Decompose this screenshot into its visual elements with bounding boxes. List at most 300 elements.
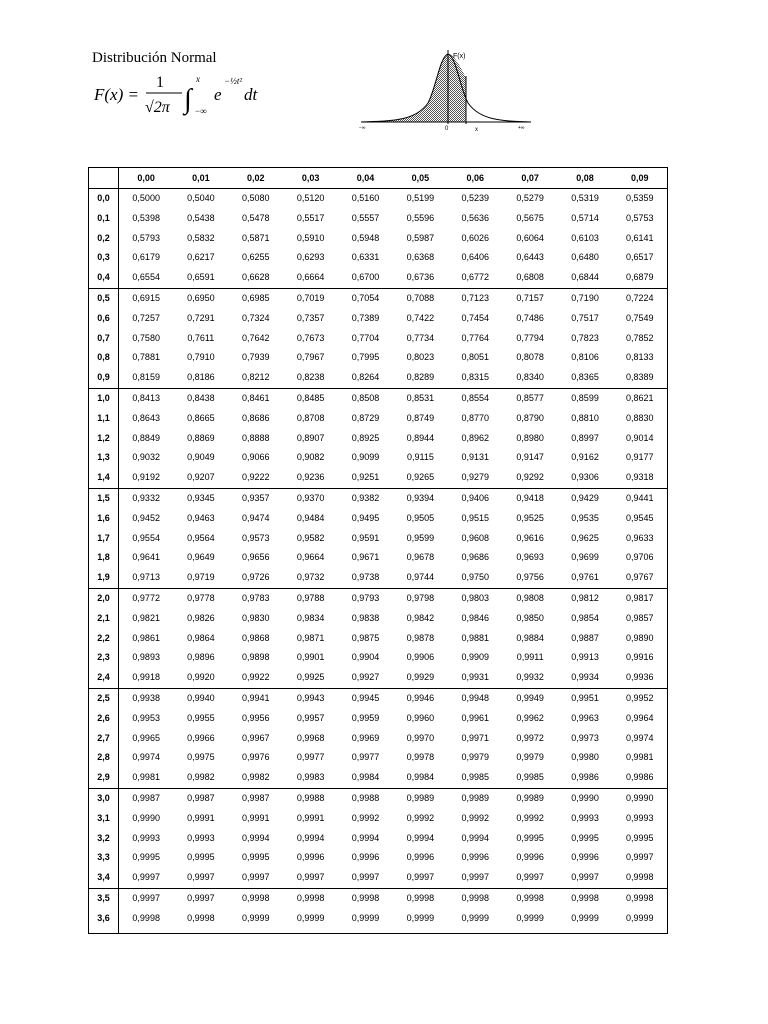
integral-sign-icon: ∫ <box>184 84 192 115</box>
table-cell: 0,6950 <box>173 288 228 308</box>
table-cell: 0,9345 <box>173 488 228 508</box>
table-row <box>89 429 668 449</box>
table-cell: 0,5753 <box>625 212 654 223</box>
formula-denominator: √2π <box>145 99 170 116</box>
table-cell: 0,9441 <box>613 488 668 508</box>
table-cell: 0,9997 <box>516 872 544 883</box>
table-cell: 0,8238 <box>296 372 325 383</box>
table-row <box>89 288 668 308</box>
row-header: 0,1 <box>89 209 119 229</box>
table-cell: 0,5557 <box>351 212 380 223</box>
table-cell: 0,9989 <box>393 788 448 808</box>
table-cell: 0,9649 <box>187 552 215 563</box>
row-header: 1,1 <box>89 409 119 429</box>
table-cell: 0,9996 <box>406 852 435 863</box>
table-cell: 0,9929 <box>406 672 435 683</box>
table-cell: 0,9979 <box>516 752 544 763</box>
table-cell: 0,8186 <box>187 372 215 383</box>
table-cell: 0,9292 <box>516 472 544 483</box>
table-cell: 0,9893 <box>132 652 160 663</box>
table-cell: 0,9265 <box>406 472 435 483</box>
table-cell: 0,9474 <box>241 512 270 523</box>
row-header: 1,0 <box>89 388 119 408</box>
table-cell: 0,9664 <box>296 552 325 563</box>
table-cell: 0,9988 <box>283 788 338 808</box>
table-cell: 0,9998 <box>503 888 558 908</box>
table-row <box>89 729 668 749</box>
table-cell: 0,8264 <box>351 372 380 383</box>
table-cell: 0,9115 <box>406 452 434 463</box>
table-cell: 0,9515 <box>461 512 490 523</box>
table-cell: 0,6293 <box>296 252 325 263</box>
table-cell: 0,5398 <box>132 212 160 223</box>
table-cell: 0,6331 <box>351 252 380 263</box>
table-cell: 0,8413 <box>119 388 174 408</box>
table-cell: 0,9988 <box>338 788 393 808</box>
table-cell: 0,8106 <box>571 352 599 363</box>
table-cell: 0,6443 <box>516 252 544 263</box>
table-cell: 0,9974 <box>132 752 160 763</box>
table-cell: 0,5636 <box>461 212 490 223</box>
table-cell: 0,9999 <box>351 912 380 923</box>
table-cell: 0,9812 <box>558 588 613 608</box>
table-cell: 0,9830 <box>241 612 270 623</box>
table-cell: 0,9994 <box>351 832 380 843</box>
table-cell: 0,9881 <box>461 632 490 643</box>
table-cell: 0,8708 <box>296 412 325 423</box>
table-cell: 0,7549 <box>625 312 654 323</box>
table-cell: 0,7910 <box>187 352 215 363</box>
table-row <box>89 668 668 688</box>
table-row <box>89 788 668 808</box>
table-cell: 0,9732 <box>296 572 325 583</box>
table-row <box>89 448 668 468</box>
table-cell: 0,7642 <box>241 332 270 343</box>
column-header-row <box>89 168 668 189</box>
column-header: 0,03 <box>283 168 338 189</box>
table-cell: 0,9821 <box>132 612 160 623</box>
table-cell: 0,9995 <box>132 852 160 863</box>
table-cell: 0,7190 <box>558 288 613 308</box>
table-cell: 0,9985 <box>516 772 544 783</box>
table-cell: 0,9999 <box>296 912 325 923</box>
table-cell: 0,9998 <box>187 912 215 923</box>
table-cell: 0,9998 <box>228 888 283 908</box>
column-header: 0,04 <box>338 168 393 189</box>
table-cell: 0,8289 <box>406 372 435 383</box>
table-cell: 0,9997 <box>132 872 160 883</box>
row-header: 0,7 <box>89 329 119 349</box>
table-cell: 0,9993 <box>132 832 160 843</box>
table-cell: 0,7019 <box>283 288 338 308</box>
table-cell: 0,7939 <box>241 352 270 363</box>
table-cell: 0,9916 <box>625 652 654 663</box>
table-cell: 0,5080 <box>241 193 270 203</box>
corner-cell <box>89 168 119 189</box>
table-cell: 0,9099 <box>351 452 380 463</box>
table-row <box>89 809 668 829</box>
row-header: 0,3 <box>89 248 119 268</box>
row-header: 1,8 <box>89 548 119 568</box>
formula-graphic <box>92 70 292 120</box>
table-row <box>89 529 668 549</box>
table-cell: 0,5160 <box>351 193 380 203</box>
table-cell: 0,8051 <box>461 352 490 363</box>
table-cell: 0,9641 <box>132 552 160 563</box>
table-cell: 0,9817 <box>613 588 668 608</box>
table-cell: 0,5040 <box>187 193 215 203</box>
normal-distribution-table <box>88 167 668 934</box>
table-row <box>89 509 668 529</box>
table-cell: 0,9972 <box>516 732 544 743</box>
table-cell: 0,5596 <box>406 212 435 223</box>
label-fx: F(x) <box>453 53 466 60</box>
table-cell: 0,9998 <box>132 912 160 923</box>
row-header: 3,5 <box>89 888 119 908</box>
row-header: 0,9 <box>89 368 119 388</box>
table-cell: 0,9992 <box>406 812 435 823</box>
row-header: 2,1 <box>89 609 119 629</box>
table-cell: 0,9808 <box>503 588 558 608</box>
table-cell: 0,9864 <box>187 632 215 643</box>
table-cell: 0,7734 <box>406 332 435 343</box>
cdf-formula <box>92 70 292 120</box>
table-cell: 0,9998 <box>625 872 654 883</box>
table-cell: 0,9991 <box>187 812 215 823</box>
table-row <box>89 388 668 408</box>
column-header: 0,07 <box>503 168 558 189</box>
table-cell: 0,6628 <box>241 272 270 283</box>
table-cell: 0,5793 <box>132 232 160 243</box>
table-cell: 0,9082 <box>296 452 325 463</box>
formula-exponent: −½t² <box>224 76 243 86</box>
table-cell: 0,7486 <box>516 312 544 323</box>
table-cell: 0,9406 <box>448 488 503 508</box>
table-cell: 0,9990 <box>613 788 668 808</box>
table-cell: 0,7611 <box>187 332 215 343</box>
table-cell: 0,7422 <box>406 312 435 323</box>
row-header: 3,2 <box>89 829 119 849</box>
table-cell: 0,7257 <box>132 312 160 323</box>
table-cell: 0,8621 <box>613 388 668 408</box>
table-row <box>89 848 668 868</box>
table-cell: 0,9803 <box>448 588 503 608</box>
table-cell: 0,9969 <box>351 732 380 743</box>
table-cell: 0,9429 <box>558 488 613 508</box>
table-cell: 0,9994 <box>406 832 435 843</box>
row-header: 0,6 <box>89 309 119 329</box>
table-cell: 0,9998 <box>558 888 613 908</box>
table-cell: 0,7291 <box>187 312 215 323</box>
table-cell: 0,9953 <box>132 712 160 723</box>
table-cell: 0,6517 <box>625 252 654 263</box>
table-cell: 0,9484 <box>296 512 325 523</box>
row-header: 0,5 <box>89 288 119 308</box>
table-cell: 0,9938 <box>119 688 174 708</box>
table-cell: 0,9798 <box>393 588 448 608</box>
table-cell: 0,9995 <box>241 852 270 863</box>
table-cell: 0,6179 <box>132 252 160 263</box>
table-row <box>89 209 668 229</box>
table-cell: 0,9946 <box>393 688 448 708</box>
table-cell: 0,5438 <box>187 212 215 223</box>
table-cell: 0,6368 <box>406 252 435 263</box>
table-cell: 0,9985 <box>461 772 490 783</box>
table-cell: 0,9846 <box>461 612 490 623</box>
table-row <box>89 329 668 349</box>
table-cell: 0,5359 <box>625 193 654 203</box>
table-cell: 0,9997 <box>625 852 654 863</box>
table-cell: 0,6554 <box>132 272 160 283</box>
table-cell: 0,9998 <box>393 888 448 908</box>
table-cell: 0,9463 <box>187 512 215 523</box>
table-cell: 0,6772 <box>461 272 490 283</box>
table-cell: 0,9979 <box>461 752 490 763</box>
table-cell: 0,9940 <box>173 688 228 708</box>
table-cell: 0,8944 <box>406 432 435 443</box>
integral-upper: x <box>196 74 200 84</box>
table-cell: 0,9973 <box>571 732 599 743</box>
table-row <box>89 748 668 768</box>
table-cell: 0,9505 <box>406 512 435 523</box>
table-cell: 0,9545 <box>625 512 654 523</box>
table-cell: 0,5871 <box>241 232 270 243</box>
table-cell: 0,9032 <box>132 452 160 463</box>
table-cell: 0,9868 <box>241 632 270 643</box>
row-header: 2,0 <box>89 588 119 608</box>
column-header: 0,01 <box>173 168 228 189</box>
table-cell: 0,9987 <box>228 788 283 808</box>
table-cell: 0,9066 <box>241 452 270 463</box>
row-header: 2,7 <box>89 729 119 749</box>
table-cell: 0,9616 <box>516 532 544 543</box>
table-cell: 0,5319 <box>571 193 599 203</box>
row-header: 0,8 <box>89 348 119 368</box>
table-cell: 0,9934 <box>571 672 599 683</box>
table-cell: 0,9418 <box>503 488 558 508</box>
column-header: 0,06 <box>448 168 503 189</box>
table-cell: 0,9887 <box>571 632 599 643</box>
table-cell: 0,9750 <box>461 572 490 583</box>
table-row <box>89 348 668 368</box>
table-cell: 0,9838 <box>351 612 380 623</box>
table-cell: 0,9945 <box>338 688 393 708</box>
table-cell: 0,9761 <box>571 572 599 583</box>
table-cell: 0,9996 <box>516 852 544 863</box>
table-cell: 0,9981 <box>625 752 654 763</box>
table-cell: 0,7054 <box>338 288 393 308</box>
table-cell: 0,9993 <box>625 812 654 823</box>
table-row <box>89 688 668 708</box>
table-cell: 0,6103 <box>571 232 599 243</box>
table-cell: 0,9599 <box>406 532 435 543</box>
table-cell: 0,9948 <box>448 688 503 708</box>
table-cell: 0,9608 <box>461 532 490 543</box>
row-header: 3,6 <box>89 909 119 934</box>
row-header: 2,8 <box>89 748 119 768</box>
table-cell: 0,9861 <box>132 632 160 643</box>
table-cell: 0,9525 <box>516 512 544 523</box>
table-cell: 0,7157 <box>503 288 558 308</box>
formula-differential: dt <box>244 85 258 104</box>
table-cell: 0,9162 <box>571 452 599 463</box>
table-cell: 0,9192 <box>132 472 160 483</box>
table-cell: 0,9989 <box>448 788 503 808</box>
table-row <box>89 248 668 268</box>
table-cell: 0,9968 <box>296 732 325 743</box>
table-cell: 0,9147 <box>516 452 544 463</box>
table-cell: 0,9788 <box>283 588 338 608</box>
row-header: 0,4 <box>89 268 119 288</box>
table-cell: 0,8925 <box>351 432 380 443</box>
table-cell: 0,7794 <box>516 332 544 343</box>
table-row <box>89 309 668 329</box>
table-cell: 0,9222 <box>241 472 270 483</box>
table-cell: 0,9984 <box>406 772 435 783</box>
table-cell: 0,7324 <box>241 312 270 323</box>
table-cell: 0,9997 <box>187 872 215 883</box>
table-cell: 0,8980 <box>516 432 544 443</box>
row-header: 2,9 <box>89 768 119 788</box>
table-cell: 0,9981 <box>132 772 160 783</box>
table-cell: 0,8849 <box>132 432 160 443</box>
table-cell: 0,9941 <box>228 688 283 708</box>
table-cell: 0,9999 <box>571 912 599 923</box>
table-cell: 0,9535 <box>571 512 599 523</box>
table-cell: 0,9978 <box>406 752 435 763</box>
table-cell: 0,9964 <box>625 712 654 723</box>
table-cell: 0,9987 <box>119 788 174 808</box>
table-cell: 0,9959 <box>351 712 380 723</box>
table-cell: 0,6985 <box>228 288 283 308</box>
table-cell: 0,9997 <box>173 888 228 908</box>
row-header: 1,4 <box>89 468 119 488</box>
table-cell: 0,8830 <box>625 412 654 423</box>
table-row <box>89 409 668 429</box>
row-header: 1,7 <box>89 529 119 549</box>
table-cell: 0,9996 <box>351 852 380 863</box>
table-cell: 0,9756 <box>516 572 544 583</box>
table-cell: 0,9962 <box>516 712 544 723</box>
row-header: 0,2 <box>89 229 119 249</box>
table-cell: 0,8531 <box>393 388 448 408</box>
table-cell: 0,6664 <box>296 272 325 283</box>
table-cell: 0,9991 <box>241 812 270 823</box>
table-cell: 0,5675 <box>516 212 544 223</box>
table-cell: 0,8907 <box>296 432 325 443</box>
table-cell: 0,9719 <box>187 572 215 583</box>
table-cell: 0,6480 <box>571 252 599 263</box>
table-cell: 0,6844 <box>571 272 599 283</box>
table-cell: 0,9495 <box>351 512 380 523</box>
table-cell: 0,9990 <box>132 812 160 823</box>
table-cell: 0,9994 <box>461 832 490 843</box>
table-cell: 0,9911 <box>516 652 544 663</box>
table-cell: 0,9997 <box>406 872 435 883</box>
table-cell: 0,8810 <box>571 412 599 423</box>
table-cell: 0,9783 <box>228 588 283 608</box>
table-cell: 0,9382 <box>338 488 393 508</box>
table-cell: 0,8315 <box>461 372 490 383</box>
table-cell: 0,9996 <box>296 852 325 863</box>
row-header: 2,2 <box>89 629 119 649</box>
table-cell: 0,9992 <box>461 812 490 823</box>
table-cell: 0,9999 <box>461 912 490 923</box>
row-header: 1,9 <box>89 568 119 588</box>
table-cell: 0,9999 <box>241 912 270 923</box>
table-cell: 0,9986 <box>625 772 654 783</box>
table-cell: 0,9991 <box>296 812 325 823</box>
table-cell: 0,9998 <box>283 888 338 908</box>
table-cell: 0,9971 <box>461 732 490 743</box>
table-cell: 0,8599 <box>558 388 613 408</box>
table-cell: 0,9922 <box>241 672 270 683</box>
table-cell: 0,7852 <box>625 332 654 343</box>
table-cell: 0,9049 <box>187 452 215 463</box>
table-cell: 0,9999 <box>406 912 435 923</box>
table-cell: 0,8643 <box>132 412 160 423</box>
table-row <box>89 609 668 629</box>
table-cell: 0,9834 <box>296 612 325 623</box>
table-cell: 0,9452 <box>132 512 160 523</box>
table-cell: 0,8729 <box>351 412 380 423</box>
table-cell: 0,9995 <box>516 832 544 843</box>
shaded-area <box>361 54 466 122</box>
table-cell: 0,8962 <box>461 432 490 443</box>
table-row <box>89 548 668 568</box>
table-cell: 0,9976 <box>241 752 270 763</box>
table-cell: 0,5832 <box>187 232 215 243</box>
table-row <box>89 588 668 608</box>
row-header: 1,6 <box>89 509 119 529</box>
table-row <box>89 568 668 588</box>
table-row <box>89 829 668 849</box>
table-cell: 0,9977 <box>351 752 380 763</box>
table-cell: 0,9931 <box>461 672 490 683</box>
table-cell: 0,8461 <box>228 388 283 408</box>
table-cell: 0,7704 <box>351 332 380 343</box>
table-cell: 0,5987 <box>406 232 435 243</box>
table-cell: 0,6700 <box>351 272 380 283</box>
table-row <box>89 909 668 934</box>
column-header: 0,09 <box>613 168 668 189</box>
table-cell: 0,8665 <box>187 412 215 423</box>
table-cell: 0,9251 <box>351 472 380 483</box>
table-cell: 0,9993 <box>571 812 599 823</box>
table-cell: 0,9564 <box>187 532 215 543</box>
table-cell: 0,7224 <box>613 288 668 308</box>
table-cell: 0,9686 <box>461 552 490 563</box>
table-cell: 0,9014 <box>625 432 654 443</box>
table-cell: 0,9995 <box>187 852 215 863</box>
table-cell: 0,8508 <box>338 388 393 408</box>
table-cell: 0,9854 <box>571 612 599 623</box>
table-cell: 0,9207 <box>187 472 215 483</box>
table-cell: 0,9850 <box>516 612 544 623</box>
table-cell: 0,8888 <box>241 432 270 443</box>
table-cell: 0,7881 <box>132 352 160 363</box>
table-cell: 0,9871 <box>296 632 325 643</box>
table-cell: 0,9992 <box>516 812 544 823</box>
table-cell: 0,8438 <box>173 388 228 408</box>
table-cell: 0,8133 <box>625 352 654 363</box>
table-cell: 0,9997 <box>351 872 380 883</box>
table-row <box>89 888 668 908</box>
table-cell: 0,5910 <box>296 232 325 243</box>
table-cell: 0,8389 <box>625 372 654 383</box>
table-cell: 0,9980 <box>571 752 599 763</box>
table-row <box>89 709 668 729</box>
